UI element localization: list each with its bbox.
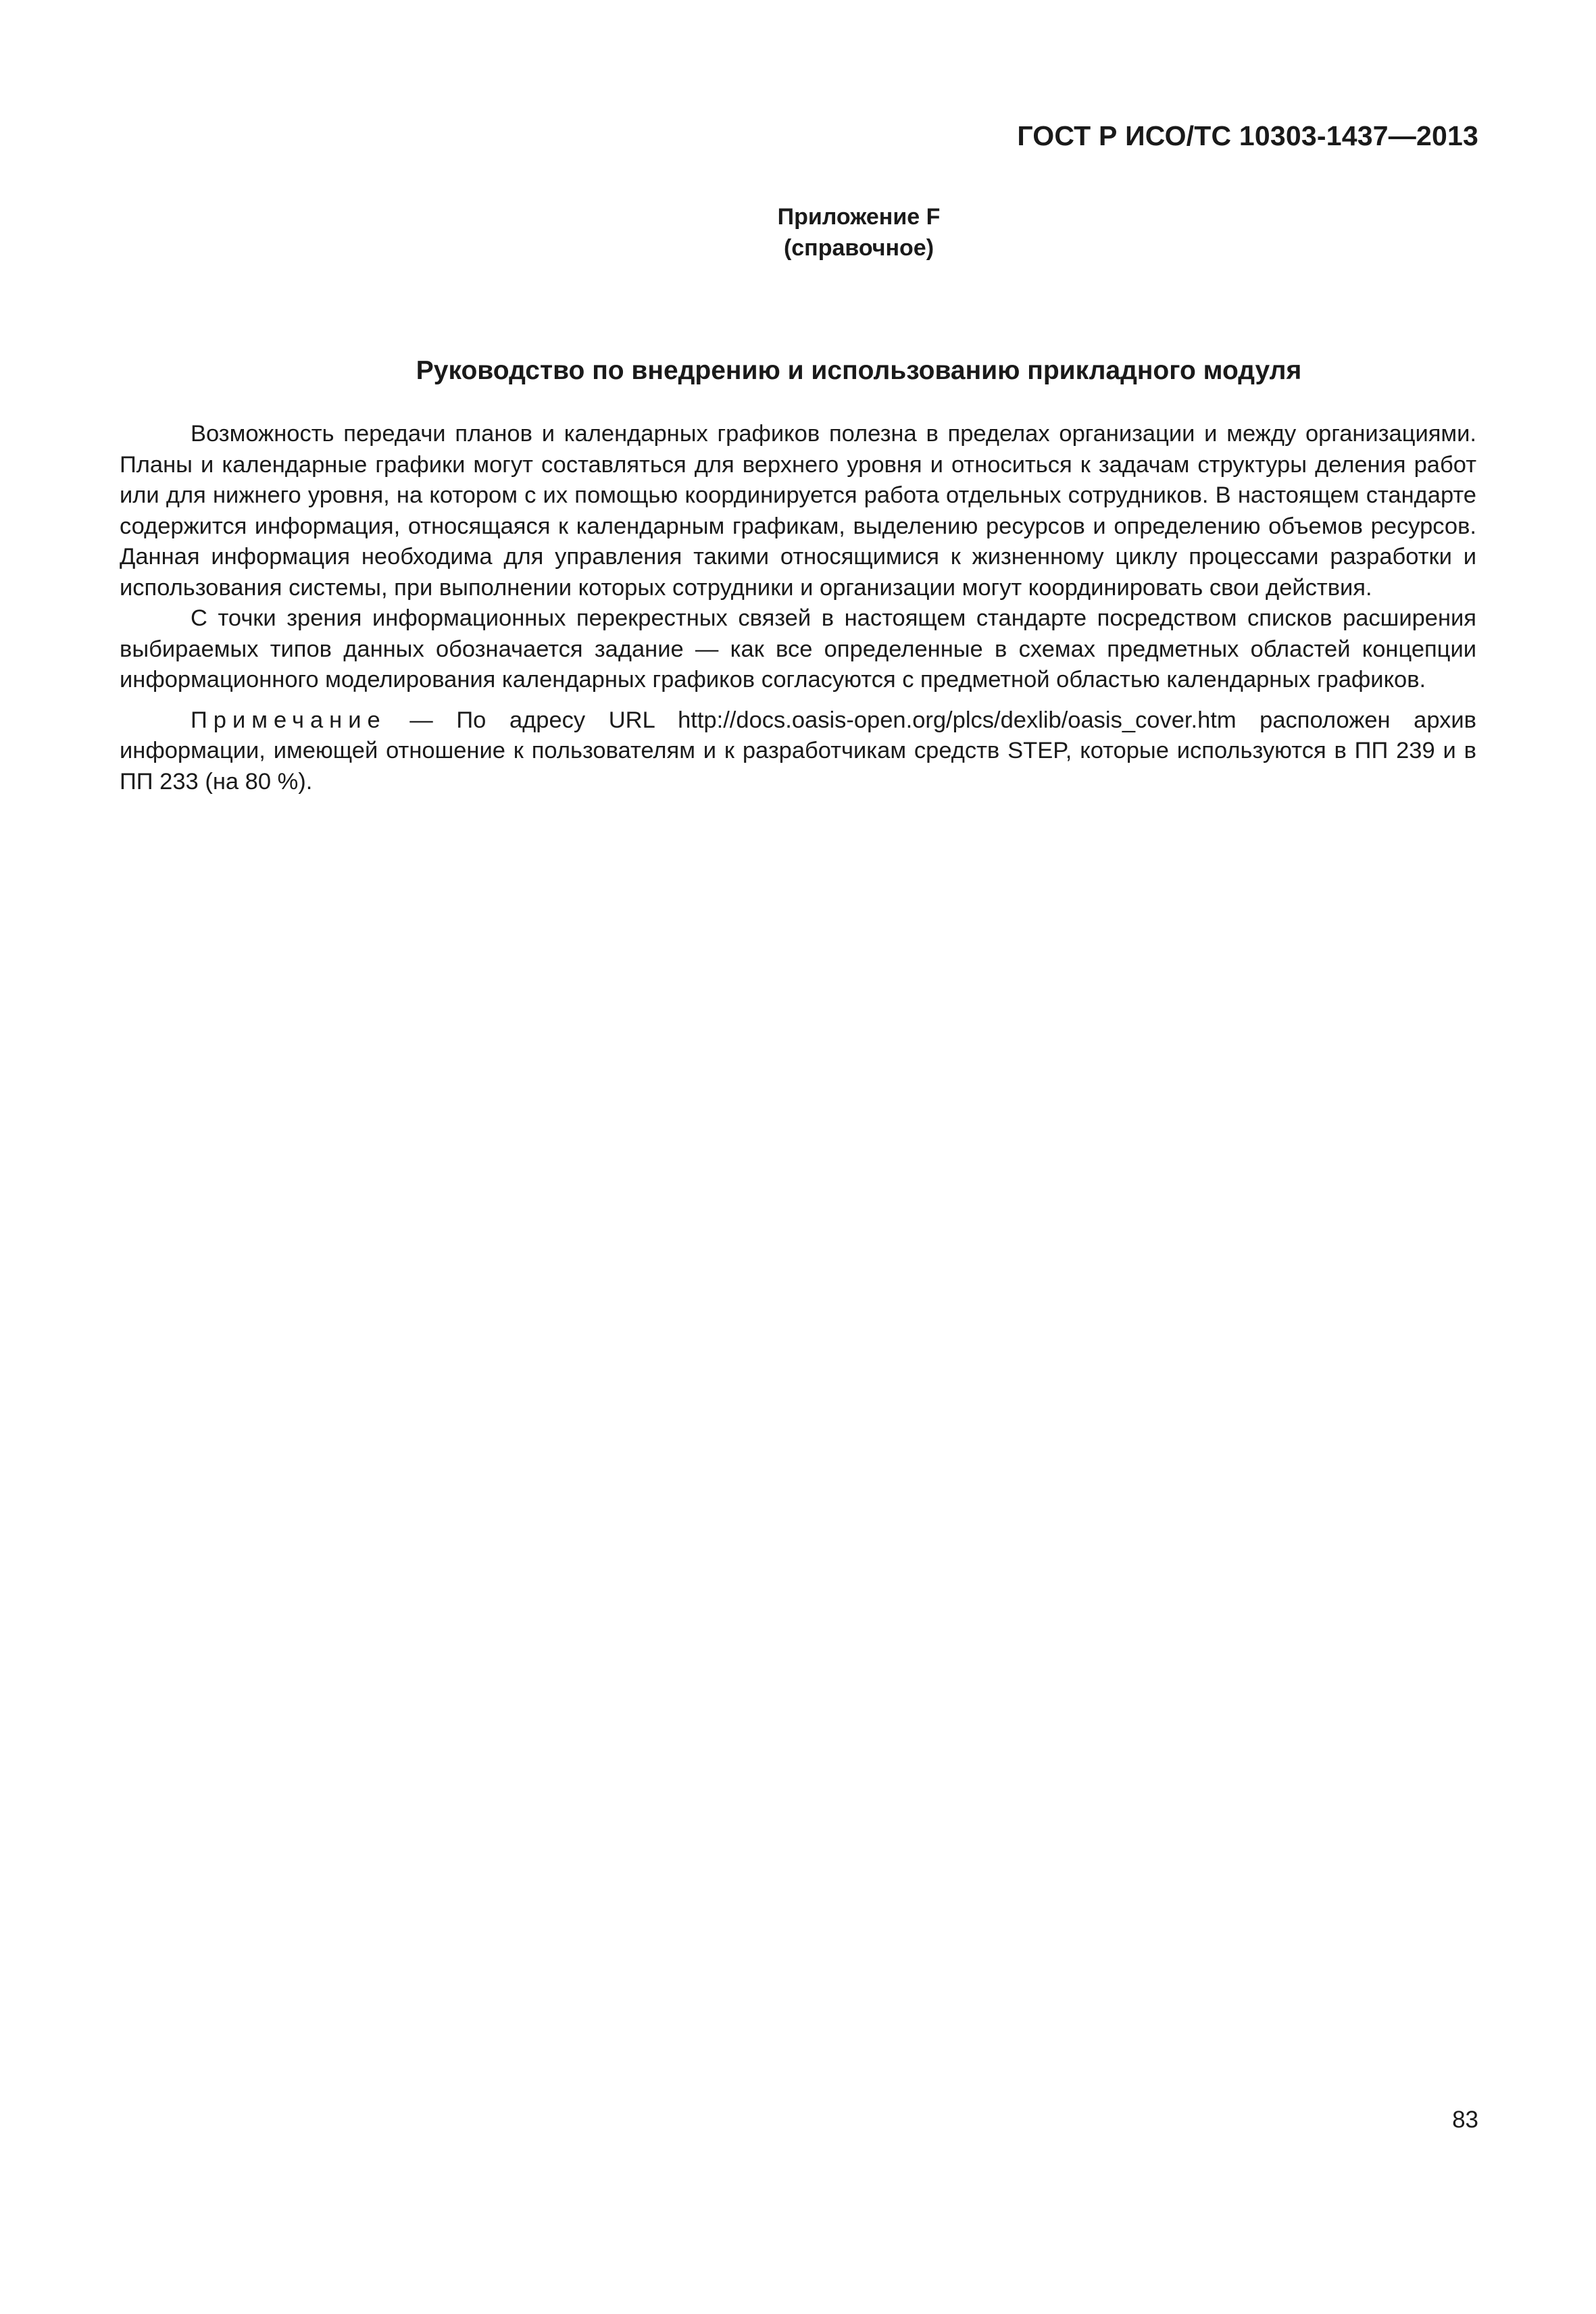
body-paragraph: Возможность передачи планов и календарных графиков полезна в пределах организации и между организациями. Планы и календарные графики могут составляться для верхнего уровня и относиться к задачам структуры деления работ или для нижнего уровня, на котором с их помощью координируется работа отдельных сотрудников. В настоящем стандарте содержится информация, относящаяся к календарным графикам, выделению ресурсов и определению объемов ресурсов. Данная информация необходима для управления такими относящимися к жизненному циклу процессами разработки и использования системы, при выполнении которых сотрудники и организации могут координировать свои действия. [120, 421, 1476, 601]
page-number: 83 [1452, 2107, 1478, 2133]
note-label: Примечание [191, 707, 386, 733]
annex-block [0, 201, 1596, 263]
section-heading: Руководство по внедрению и использованию прикладного модуля [416, 356, 1302, 385]
note-text: — По адресу URL http://docs.oasis-open.org/plcs/dexlib/oasis_cover.htm расположен архив информации, имеющей отношение к пользователям и к разработчикам средств STEP, которые используются в ПП 239 и в ПП 233 (на 80 %). [120, 707, 1476, 795]
annex-title: Приложение F [777, 204, 941, 230]
section-heading-block [0, 356, 1596, 386]
document-body [120, 419, 1476, 797]
document-code: ГОСТ Р ИСО/ТС 10303-1437—2013 [1017, 120, 1478, 151]
note-paragraph [120, 705, 1476, 798]
body-paragraph: С точки зрения информационных перекрестных связей в настоящем стандарте посредством списков расширения выбираемых типов данных обозначается задание — как все определенные в схемах предметных областей концепции информационного моделирования календарных графиков согласуются с предметной областью календарных графиков. [120, 605, 1476, 693]
annex-subtitle: (справочное) [783, 235, 934, 261]
